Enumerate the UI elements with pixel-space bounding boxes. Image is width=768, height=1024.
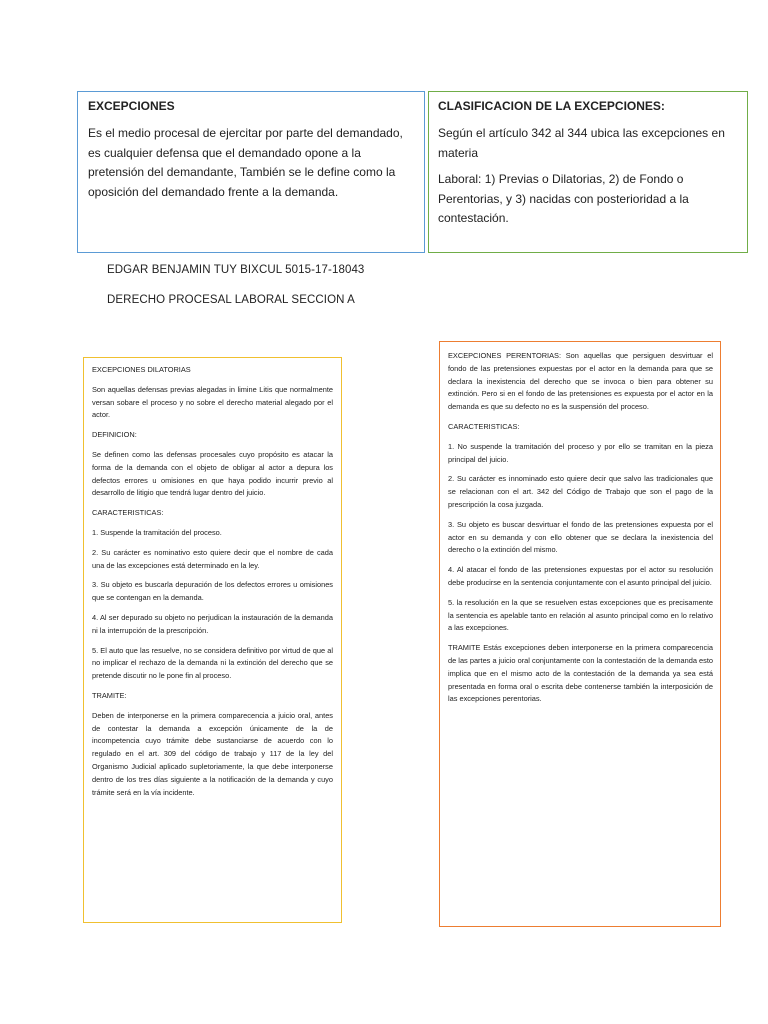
- perentorias-caracteristica-5: 5. la resolución en la que se resuelven estas excepciones que es precisamente la sentencia es apelable tanto en relación al asunto principal como en lo relativo a las excepciones.: [448, 597, 713, 633]
- perentorias-caracteristicas-heading: CARACTERISTICAS:: [448, 421, 520, 431]
- dilatorias-intro: Son aquellas defensas previas alegadas in limine Litis que normalmente versan sobare el proceso y no sobre el derecho material alegado por el actor.: [92, 384, 333, 420]
- dilatorias-caracteristica-1: 1. Suspende la tramitación del proceso.: [92, 527, 222, 537]
- course-name: DERECHO PROCESAL LABORAL SECCION A: [107, 294, 355, 306]
- clasificacion-title: CLASIFICACION DE LA EXCEPCIONES:: [438, 99, 665, 113]
- clasificacion-paragraph-2: Laboral: 1) Previas o Dilatorias, 2) de Fondo o Perentorias, y 3) nacidas con posterioridad a la contestación.: [438, 172, 689, 225]
- clasificacion-box: [428, 91, 748, 253]
- dilatorias-heading: EXCEPCIONES DILATORIAS: [92, 365, 191, 374]
- perentorias-caracteristica-4: 4. Al atacar el fondo de las pretensiones expuestas por el actor su resolución debe producirse en la sentencia conjuntamente con el asunto principal del juicio.: [448, 565, 713, 587]
- dilatorias-tramite-heading: TRAMITE:: [92, 690, 127, 700]
- clasificacion-paragraph-1: Según el artículo 342 al 344 ubica las excepciones en materia: [438, 126, 725, 160]
- excepciones-box: [77, 91, 425, 253]
- dilatorias-caracteristica-4: 4. Al ser depurado su objeto no perjudican la instauración de la demanda ni la interrupción de la prescripción.: [92, 612, 333, 635]
- dilatorias-definicion-text: Se definen como las defensas procesales cuyo propósito es atacar la forma de la demanda con el objeto de obligar al actor a depura los defectos errores u omisiones en que haya podido incurrir previo al desarrollo de litigio que tendrá lugar dentro del juicio.: [92, 449, 333, 498]
- dilatorias-box: [83, 357, 342, 923]
- dilatorias-caracteristica-2: 2. Su carácter es nominativo esto quiere decir que el nombre de cada una de las excepciones está determinado en la ley.: [92, 547, 333, 570]
- dilatorias-caracteristica-3: 3. Su objeto es buscarla depuración de los defectos errores u omisiones que se contengan en la demanda.: [92, 580, 333, 603]
- perentorias-caracteristica-1: 1. No suspende la tramitación del proceso y por ello se tramitan en la pieza principal del juicio.: [448, 441, 713, 464]
- perentorias-box: [439, 341, 721, 927]
- perentorias-caracteristica-2: 2. Su carácter es innominado esto quiere decir que salvo las tradicionales que se relacionan con el art. 342 del Código de Trabajo que son el pago de la prescripción la cosa juzgada.: [448, 474, 713, 509]
- perentorias-tramite-text: TRAMITE Estás excepciones deben interponerse en la primera comparecencia de las partes a juicio oral conjuntamente con la contestación de la demanda esto implica que en el mismo acto de la contestación de la demanda ya sea está presentada en forma oral o escrita debe contenerse también la interposición de las excepciones perentorias.: [448, 643, 713, 704]
- dilatorias-caracteristicas-heading: CARACTERISTICAS:: [92, 508, 164, 518]
- excepciones-title: EXCEPCIONES: [88, 99, 175, 113]
- perentorias-intro: EXCEPCIONES PERENTORIAS: Son aquellas que persiguen desvirtuar el fondo de las pretensiones expuestas por el actor en la demanda para que se declara la inexistencia del derecho que se invoca o bien para obtener su extinción. Pero si en el fondo de las pretensiones es expuesta por el actor en la demanda es que su defecto no es la suspensión del proceso.: [448, 351, 713, 412]
- dilatorias-definicion-heading: DEFINICION:: [92, 430, 137, 440]
- dilatorias-tramite-text: Deben de interponerse en la primera comparecencia a juicio oral, antes de contestar la demanda a excepción únicamente de la de incompetencia cuyo trámite debe sustanciarse de acuerdo con lo regulado en el art. 309 del código de trabajo y 117 de la ley del Organismo Judicial aplicado supletoriamente, la que debe interponerse dentro de los tres días siguiente a la notificación de la demanda y cuyo trámite será en la vía incidente.: [92, 710, 333, 797]
- author-name: EDGAR BENJAMIN TUY BIXCUL 5015-17-18043: [107, 264, 365, 276]
- excepciones-body: Es el medio procesal de ejercitar por parte del demandado, es cualquier defensa que el demandado opone a la pretensión del demandante, También se le define como la oposición del demandado frente a la demanda.: [88, 126, 403, 199]
- perentorias-caracteristica-3: 3. Su objeto es buscar desvirtuar el fondo de las pretensiones expuesta por el actor en su demanda y con ello obtener que se declara la inexistencia del derecho o la extinción del mismo.: [448, 519, 713, 555]
- dilatorias-caracteristica-5: 5. El auto que las resuelve, no se considera definitivo por virtud de que al no implicar el rechazo de la demanda ni la extinción del derecho que se pretende discutir no le pone fin al proceso.: [92, 645, 333, 681]
